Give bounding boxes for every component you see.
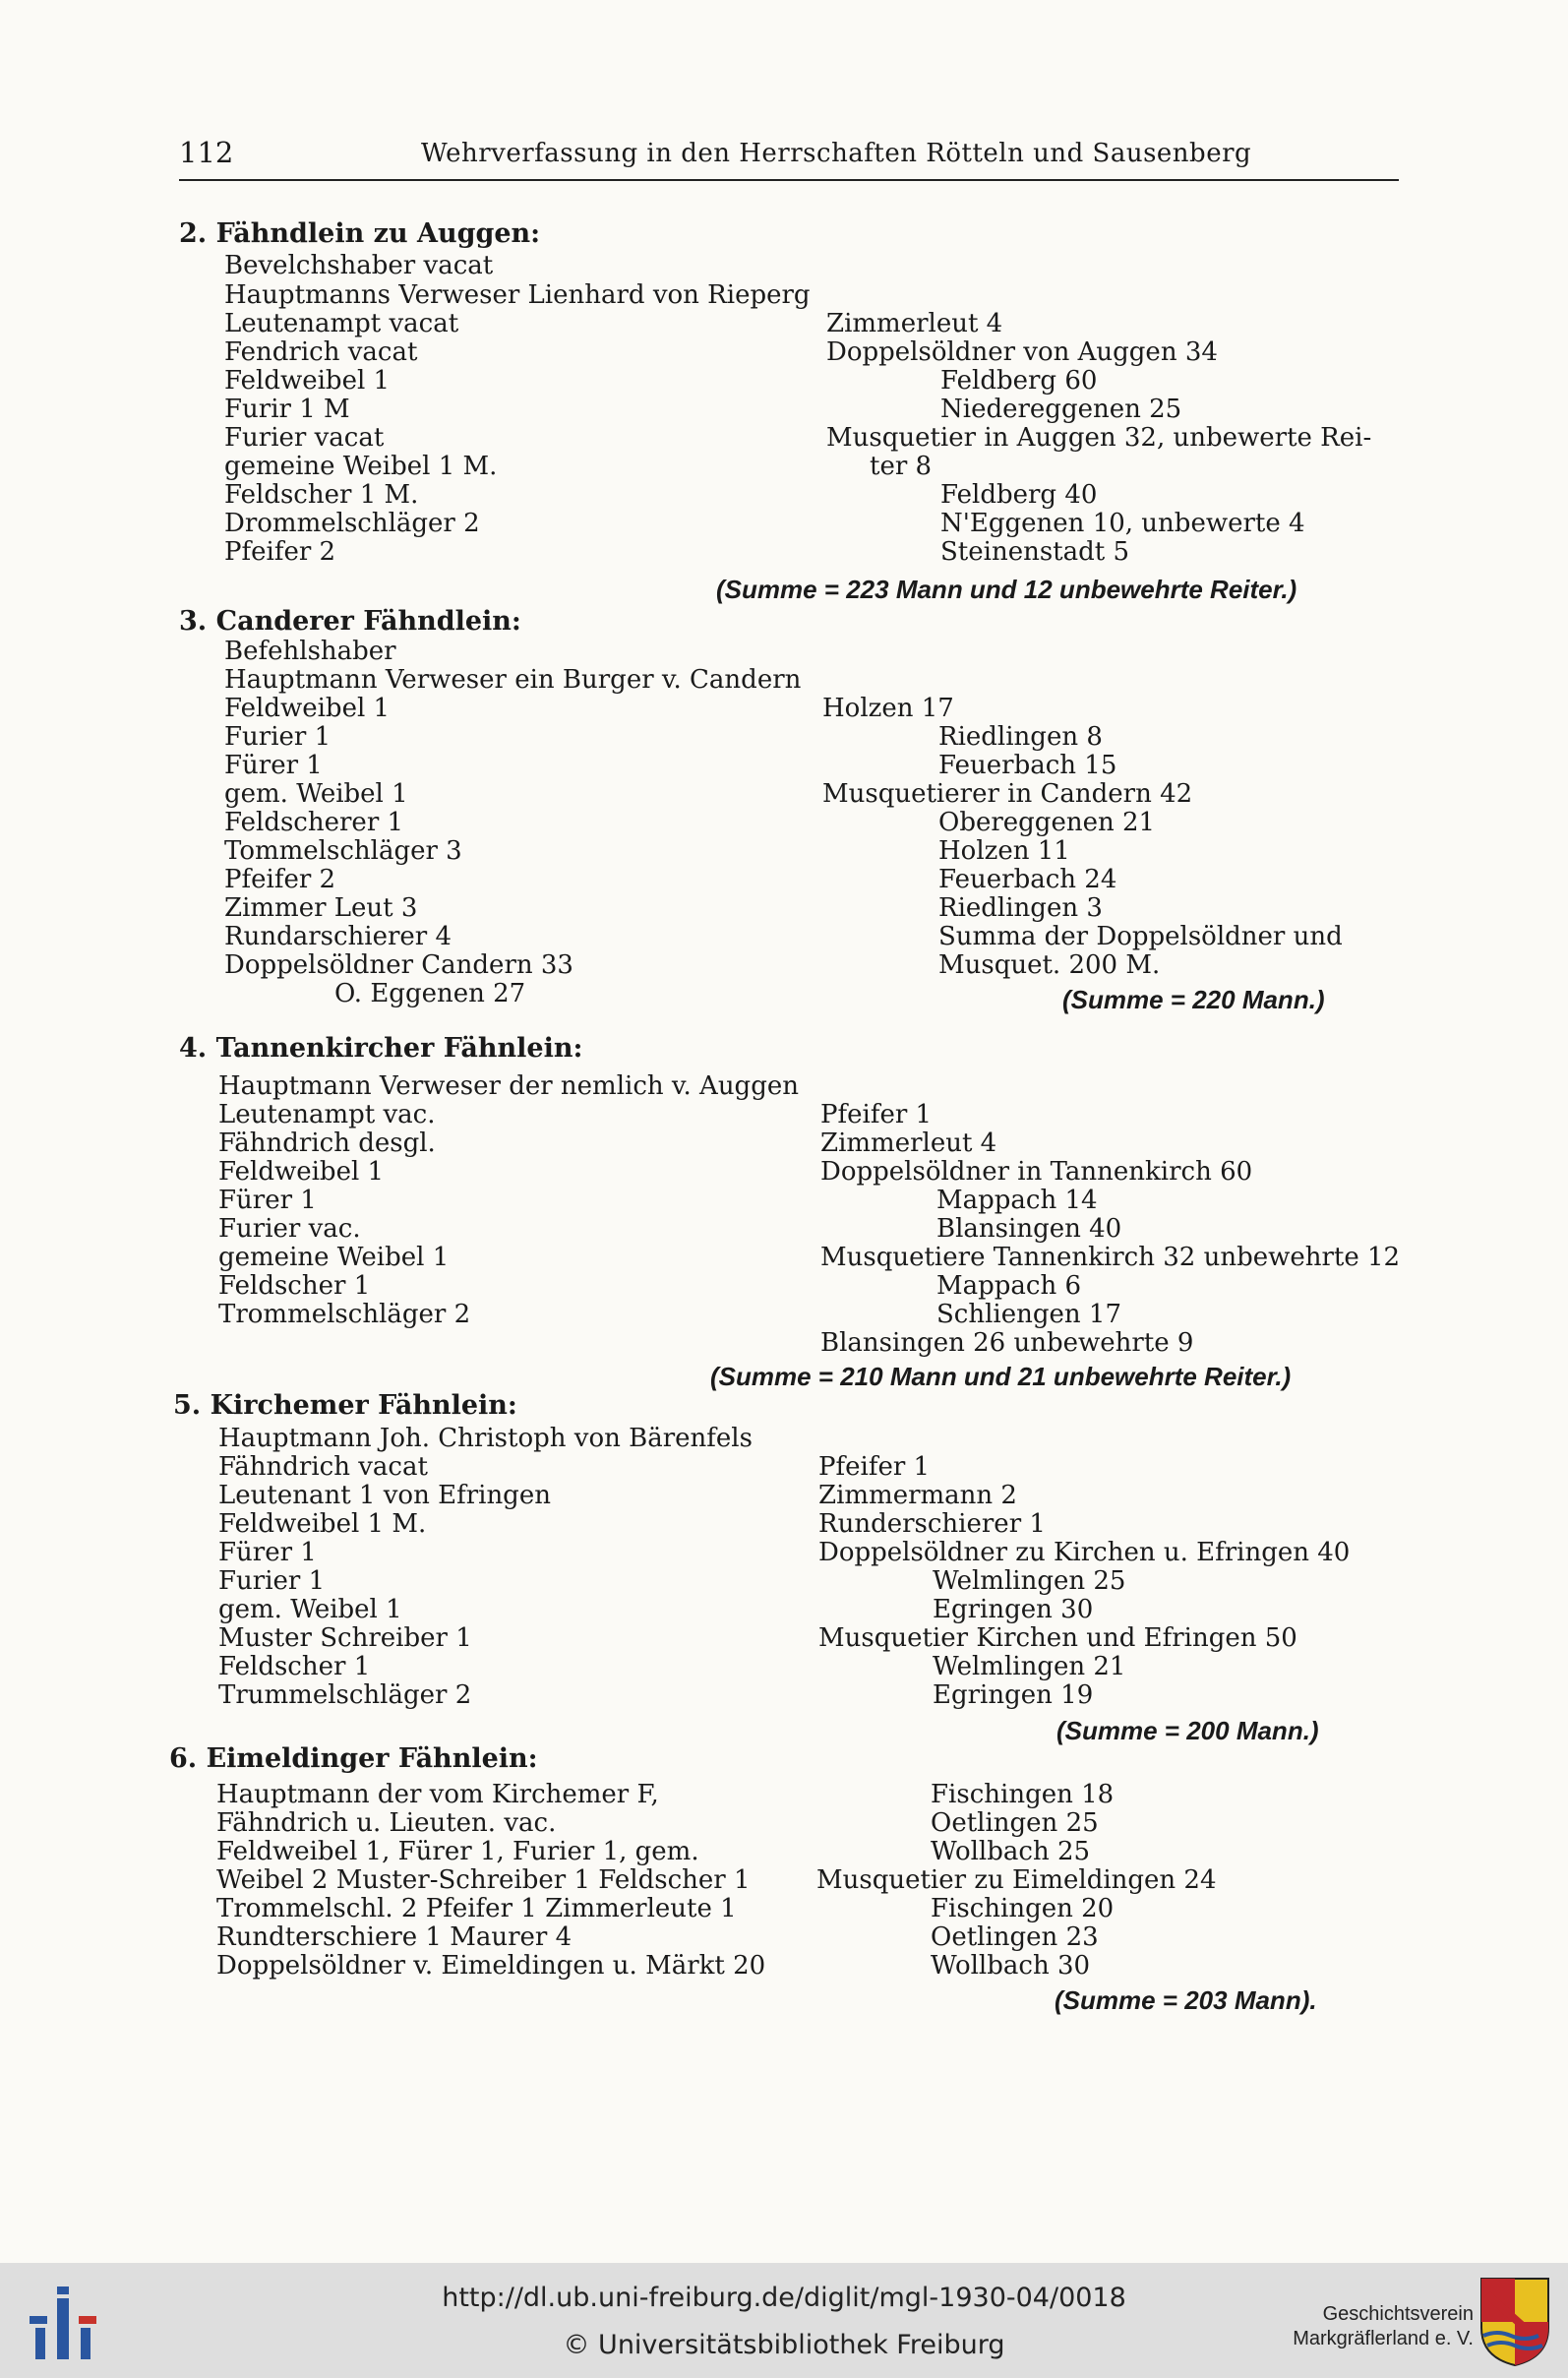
left-line: Furier 1 [218, 1566, 326, 1596]
left-line: Feldscher 1 [218, 1271, 371, 1301]
left-line: Trummelschläger 2 [218, 1680, 472, 1710]
society-crest-icon[interactable] [1478, 2275, 1552, 2367]
right-line: Runderschierer 1 [818, 1509, 1046, 1539]
footer-url[interactable]: http://dl.ub.uni-freiburg.de/diglit/mgl-1930-04/0018 [442, 2283, 1126, 2313]
left-line: Weibel 2 Muster-Schreiber 1 Feldscher 1 [216, 1865, 751, 1895]
left-line: Tommelschläger 3 [224, 836, 462, 866]
left-line: Furir 1 M [224, 395, 350, 424]
right-line: Steinenstadt 5 [940, 537, 1130, 567]
society-line: Markgräflerland e. V. [1293, 2328, 1474, 2349]
left-line: Bevelchshaber vacat [224, 251, 494, 280]
left-line: Furier 1 [224, 722, 332, 752]
left-line: Leutenampt vacat [224, 309, 459, 338]
left-line: Fähndrich desgl. [218, 1128, 436, 1158]
left-line: Fähndrich u. Lieuten. vac. [216, 1808, 557, 1838]
left-line: Fürer 1 [224, 751, 323, 780]
left-line: gem. Weibel 1 [218, 1595, 402, 1624]
right-line: Musquetierer in Candern 42 [822, 779, 1193, 809]
left-line: Feldscherer 1 [224, 808, 404, 837]
section-heading: 5. Kirchemer Fähnlein: [173, 1390, 517, 1421]
left-line: gemeine Weibel 1 M. [224, 452, 498, 481]
left-line: Pfeifer 2 [224, 865, 336, 894]
left-line: Trommelschl. 2 Pfeifer 1 Zimmerleute 1 [216, 1894, 737, 1923]
right-line: Riedlingen 8 [938, 722, 1103, 752]
section-heading: 4. Tannenkircher Fähnlein: [179, 1033, 583, 1064]
right-line: Mappach 6 [936, 1271, 1082, 1301]
left-line: Fürer 1 [218, 1186, 317, 1215]
right-line: Feldberg 60 [940, 366, 1098, 396]
left-line: Zimmer Leut 3 [224, 893, 418, 923]
section-heading: 6. Eimeldinger Fähnlein: [169, 1743, 538, 1774]
left-line: Feldweibel 1, Fürer 1, Furier 1, gem. [216, 1837, 699, 1866]
right-line: Summa der Doppelsöldner und [938, 922, 1343, 951]
page-header [179, 136, 1399, 181]
left-line: Leutenant 1 von Efringen [218, 1481, 551, 1510]
right-line: Obereggenen 21 [938, 808, 1156, 837]
right-line: ter 8 [870, 452, 933, 481]
left-line: Muster Schreiber 1 [218, 1623, 472, 1653]
left-line: Rundarschierer 4 [224, 922, 452, 951]
right-line: Wollbach 30 [931, 1951, 1091, 1981]
right-line: Doppelsöldner zu Kirchen u. Efringen 40 [818, 1538, 1351, 1567]
left-line: Drommelschläger 2 [224, 509, 480, 538]
section-sum: (Summe = 223 Mann und 12 unbewehrte Reiter.) [716, 575, 1297, 604]
right-line: Feldberg 40 [940, 480, 1098, 510]
left-line: Hauptmann Verweser der nemlich v. Auggen [218, 1071, 799, 1101]
right-line: Wollbach 25 [931, 1837, 1091, 1866]
right-line: Schliengen 17 [936, 1300, 1122, 1329]
right-line: Fischingen 20 [931, 1894, 1115, 1923]
right-line: Welmlingen 25 [933, 1566, 1126, 1596]
left-line: gemeine Weibel 1 [218, 1243, 450, 1272]
left-line: Feldweibel 1 [224, 366, 391, 396]
section-sum: (Summe = 210 Mann und 21 unbewehrte Reiter.) [710, 1362, 1292, 1391]
left-line: Trommelschläger 2 [218, 1300, 471, 1329]
right-line: Holzen 17 [822, 694, 954, 723]
left-line: gem. Weibel 1 [224, 779, 408, 809]
section-sum: (Summe = 200 Mann.) [1056, 1716, 1319, 1745]
society-line: Geschichtsverein [1322, 2303, 1474, 2325]
left-line: Leutenampt vac. [218, 1100, 436, 1129]
left-line: Rundterschiere 1 Maurer 4 [216, 1922, 573, 1952]
right-line: Musquetier in Auggen 32, unbewerte Rei- [826, 423, 1372, 453]
left-line: Furier vac. [218, 1214, 361, 1244]
left-line: Feldweibel 1 [224, 694, 391, 723]
left-line: Doppelsöldner Candern 33 [224, 950, 573, 980]
left-line: Feldweibel 1 [218, 1157, 385, 1187]
running-title: Wehrverfassung in den Herrschaften Rötteln und Sausenberg [421, 139, 1252, 168]
left-line: O. Eggenen 27 [334, 979, 526, 1008]
left-line: Hauptmann Joh. Christoph von Bärenfels [218, 1424, 753, 1453]
right-line: Musquetier Kirchen und Efringen 50 [818, 1623, 1297, 1653]
society-name [1293, 2302, 1474, 2351]
right-line: Egringen 30 [933, 1595, 1094, 1624]
right-line: Fischingen 18 [931, 1780, 1115, 1809]
left-line: Pfeifer 2 [224, 537, 336, 567]
right-line: Niedereggenen 25 [940, 395, 1182, 424]
left-line: Befehlshaber [224, 637, 396, 666]
right-line: Zimmermann 2 [818, 1481, 1017, 1510]
right-line: Musquetier zu Eimeldingen 24 [816, 1865, 1217, 1895]
section-sum: (Summe = 220 Mann.) [1062, 985, 1325, 1014]
right-line: Feuerbach 24 [938, 865, 1117, 894]
section-sum: (Summe = 203 Mann). [1055, 1985, 1317, 2015]
right-line: N'Eggenen 10, unbewerte 4 [940, 509, 1305, 538]
footer-bar [0, 2263, 1568, 2378]
page-number: 112 [179, 136, 234, 169]
right-line: Welmlingen 21 [933, 1652, 1126, 1681]
left-line: Fürer 1 [218, 1538, 317, 1567]
right-line: Zimmerleut 4 [826, 309, 1003, 338]
left-line: Hauptmanns Verweser Lienhard von Rieperg [224, 280, 811, 310]
right-line: Musquet. 200 M. [938, 950, 1161, 980]
left-line: Feldscher 1 [218, 1652, 371, 1681]
right-line: Zimmerleut 4 [820, 1128, 997, 1158]
right-line: Oetlingen 25 [931, 1808, 1099, 1838]
left-line: Feldweibel 1 M. [218, 1509, 427, 1539]
left-line: Furier vacat [224, 423, 385, 453]
right-line: Feuerbach 15 [938, 751, 1117, 780]
left-line: Hauptmann der vom Kirchemer F, [216, 1780, 659, 1809]
section-heading: 3. Canderer Fähndlein: [179, 606, 521, 637]
right-line: Blansingen 26 unbewehrte 9 [820, 1328, 1194, 1358]
right-line: Egringen 19 [933, 1680, 1094, 1710]
left-line: Doppelsöldner v. Eimeldingen u. Märkt 20 [216, 1951, 766, 1981]
left-line: Fähndrich vacat [218, 1452, 428, 1482]
right-line: Pfeifer 1 [818, 1452, 931, 1482]
left-line: Hauptmann Verweser ein Burger v. Candern [224, 665, 802, 695]
right-line: Blansingen 40 [936, 1214, 1122, 1244]
left-line: Fendrich vacat [224, 337, 418, 367]
right-line: Oetlingen 23 [931, 1922, 1099, 1952]
right-line: Pfeifer 1 [820, 1100, 933, 1129]
right-line: Mappach 14 [936, 1186, 1098, 1215]
section-heading: 2. Fähndlein zu Auggen: [179, 218, 541, 249]
right-line: Riedlingen 3 [938, 893, 1103, 923]
right-line: Musquetiere Tannenkirch 32 unbewehrte 12 [820, 1243, 1401, 1272]
right-line: Holzen 11 [938, 836, 1070, 866]
footer-copyright: © Universitätsbibliothek Freiburg [563, 2330, 1005, 2360]
left-line: Feldscher 1 M. [224, 480, 419, 510]
right-line: Doppelsöldner in Tannenkirch 60 [820, 1157, 1253, 1187]
right-line: Doppelsöldner von Auggen 34 [826, 337, 1218, 367]
